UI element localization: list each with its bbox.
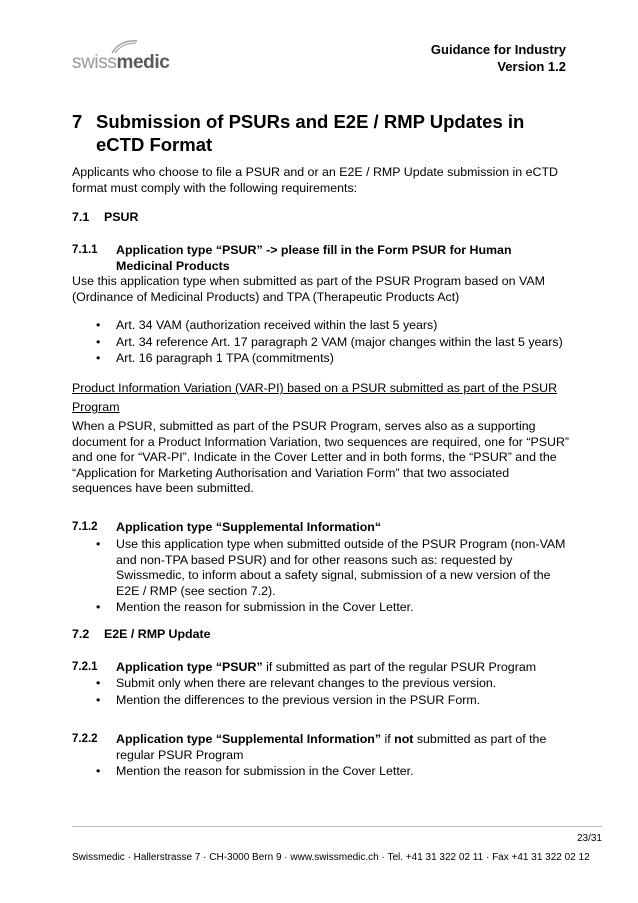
list-item: • Mention the reason for submission in the Cover Letter. — [96, 600, 414, 614]
section-7-2-2-list — [72, 764, 572, 781]
document-version: Version 1.2 — [497, 59, 566, 74]
document-title: Guidance for Industry — [430, 42, 566, 57]
section-7-2-2-heading: 7.2.2 Application type “Supplemental Information” if not submitted as part of the regular PSUR Program — [72, 732, 547, 762]
footer-address: Swissmedic · Hallerstrasse 7 · CH-3000 Bern 9 · www.swissmedic.ch · Tel. +41 31 322 02 11 · Fax +41 31 322 02 12 — [72, 852, 590, 863]
footer-divider — [72, 826, 602, 827]
list-item: • Art. 34 VAM (authorization received within the last 5 years) — [96, 318, 438, 332]
var-pi-subheading: Product Information Variation (VAR-PI) based on a PSUR submitted as part of the PSUR Program — [72, 381, 558, 414]
logo-wordmark: swissmedic — [72, 52, 170, 73]
list-item: • Submit only when there are relevant changes to the previous version. — [96, 676, 497, 690]
swissmedic-logo — [72, 40, 170, 74]
section-7-1-heading: 7.1 PSUR — [72, 210, 139, 224]
section-7-2-1-list — [72, 676, 572, 709]
var-pi-body: When a PSUR, submitted as part of the PSUR Program, serves also as a supporting document for a Product Information Variation, two sequences are required, one for “PSUR” and one for “VAR-PI”. Indicate in the Cover Letter and in both forms, the “PSUR” and the “Application for Marketing Authorisation and Variation Form” that two associated sequences have been submitted. — [72, 419, 570, 495]
list-item: • Use this application type when submitted outside of the PSUR Program (non-VAM and non-TPA based PSUR) and for other reasons such as: requested by Swissmedic, to inform about a safety signal, submission of a new version of the E2E / RMP (see section 7.2). — [96, 537, 566, 598]
section-7-1-2-list — [72, 537, 572, 617]
section-7-1-2-heading: 7.1.2 Application type “Supplemental Information“ — [72, 520, 382, 534]
section-7-2-1-heading: 7.2.1 Application type “PSUR” if submitted as part of the regular PSUR Program — [72, 660, 537, 674]
section-7-heading: 7 Submission of PSURs and E2E / RMP Updates in eCTD Format — [72, 111, 525, 155]
section-7-2-heading: 7.2 E2E / RMP Update — [72, 627, 211, 641]
section-7-1-1-heading: 7.1.1 Application type “PSUR” -> please fill in the Form PSUR for Human Medicinal Products — [72, 243, 512, 273]
list-item: • Mention the reason for submission in the Cover Letter. — [96, 764, 414, 778]
list-item: • Art. 16 paragraph 1 TPA (commitments) — [96, 351, 334, 365]
list-item: • Mention the differences to the previous version in the PSUR Form. — [96, 692, 481, 707]
list-item: • Art. 34 reference Art. 17 paragraph 2 VAM (major changes within the last 5 years) — [96, 334, 563, 349]
section-7-1-1-body: Use this application type when submitted as part of the PSUR Program based on VAM (Ordinance of Medicinal Products) and TPA (Therapeutic Products Act) — [72, 274, 545, 304]
document-header — [431, 41, 566, 75]
section-7-intro: Applicants who choose to file a PSUR and or an E2E / RMP Update submission in eCTD format must comply with the following requirements: — [72, 165, 558, 195]
section-7-1-1-list — [72, 318, 572, 368]
page-number: 23/31 — [576, 833, 602, 844]
